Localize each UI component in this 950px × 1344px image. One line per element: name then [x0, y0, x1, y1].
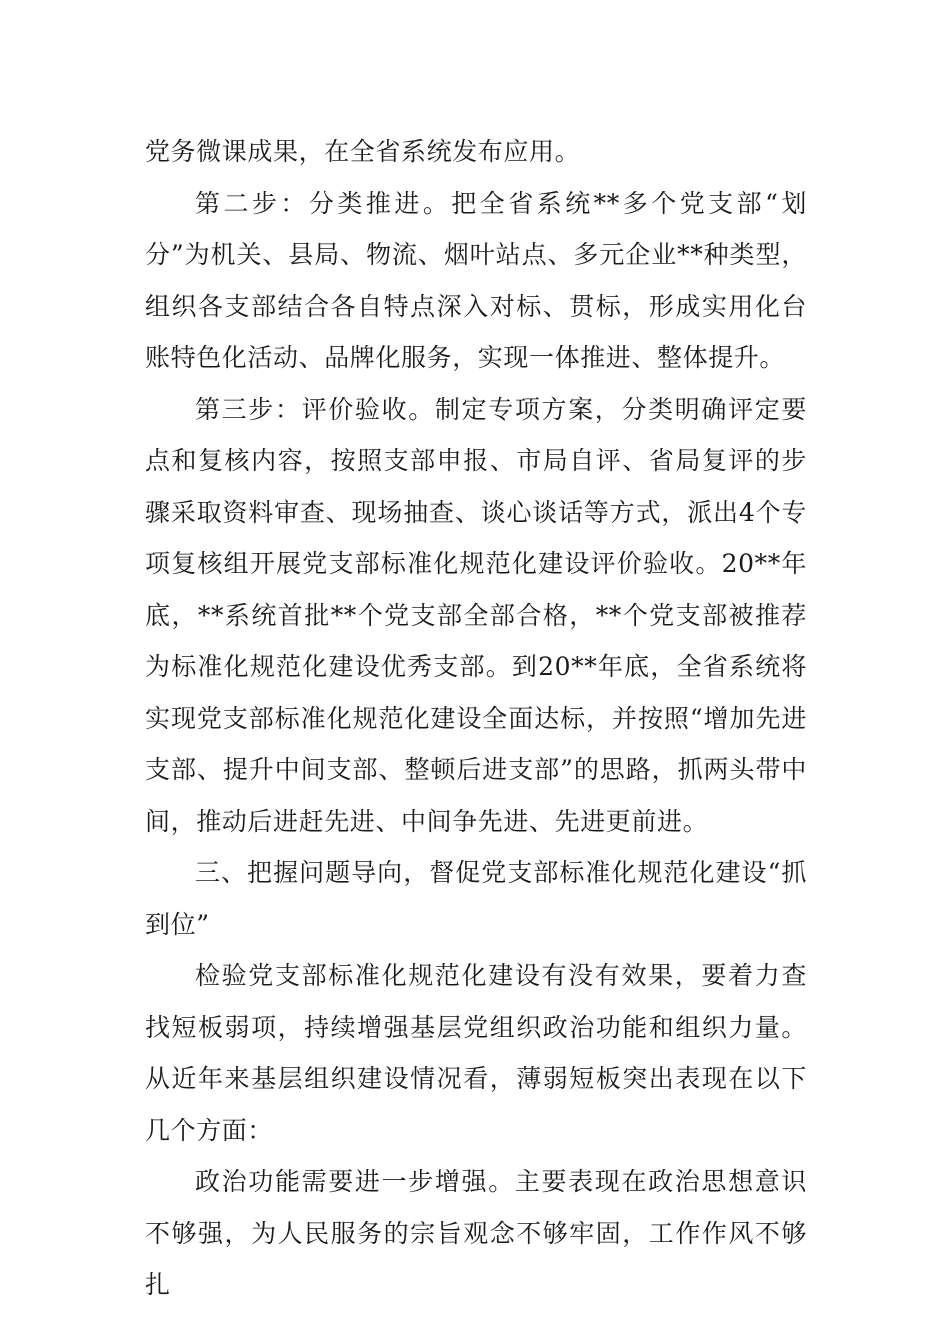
paragraph-political-function: 政治功能需要进一步增强。主要表现在政治思想意识不够强，为人民服务的宗旨观念不够牢固，工作作风不够扎: [145, 1167, 807, 1299]
paragraph-step-two: 第二步：分类推进。把全省系统**多个党支部“划分”为机关、县局、物流、烟叶站点、多元企业**种类型，组织各支部结合各自特点深入对标、贯标，形成实用化台账特色化活动、品牌化服务，实现一体推进、整体提升。: [145, 188, 807, 372]
document-body: [145, 126, 807, 1311]
paragraph-inspection: 检验党支部标准化规范化建设有没有效果，要着力查找短板弱项，持续增强基层党组织政治功能和组织力量。从近年来基层组织建设情况看，薄弱短板突出表现在以下几个方面：: [145, 961, 807, 1145]
paragraph-step-three: 第三步：评价验收。制定专项方案，分类明确评定要点和复核内容，按照支部申报、市局自评、省局复评的步骤采取资料审查、现场抽查、谈心谈话等方式，派出4个专项复核组开展党支部标准化规范化建设评价验收。20**年底，**系统首批**个党支部全部合格，**个党支部被推荐为标准化规范化建设优秀支部。到20**年底，全省系统将实现党支部标准化规范化建设全面达标，并按照“增加先进支部、提升中间支部、整顿后进支部”的思路，抓两头带中间，推动后进赶先进、中间争先进、先进更前进。: [145, 394, 807, 836]
paragraph-continuation: 党务微课成果，在全省系统发布应用。: [145, 137, 581, 166]
section-heading-three: 三、把握问题导向，督促党支部标准化规范化建设“抓到位”: [145, 858, 807, 939]
